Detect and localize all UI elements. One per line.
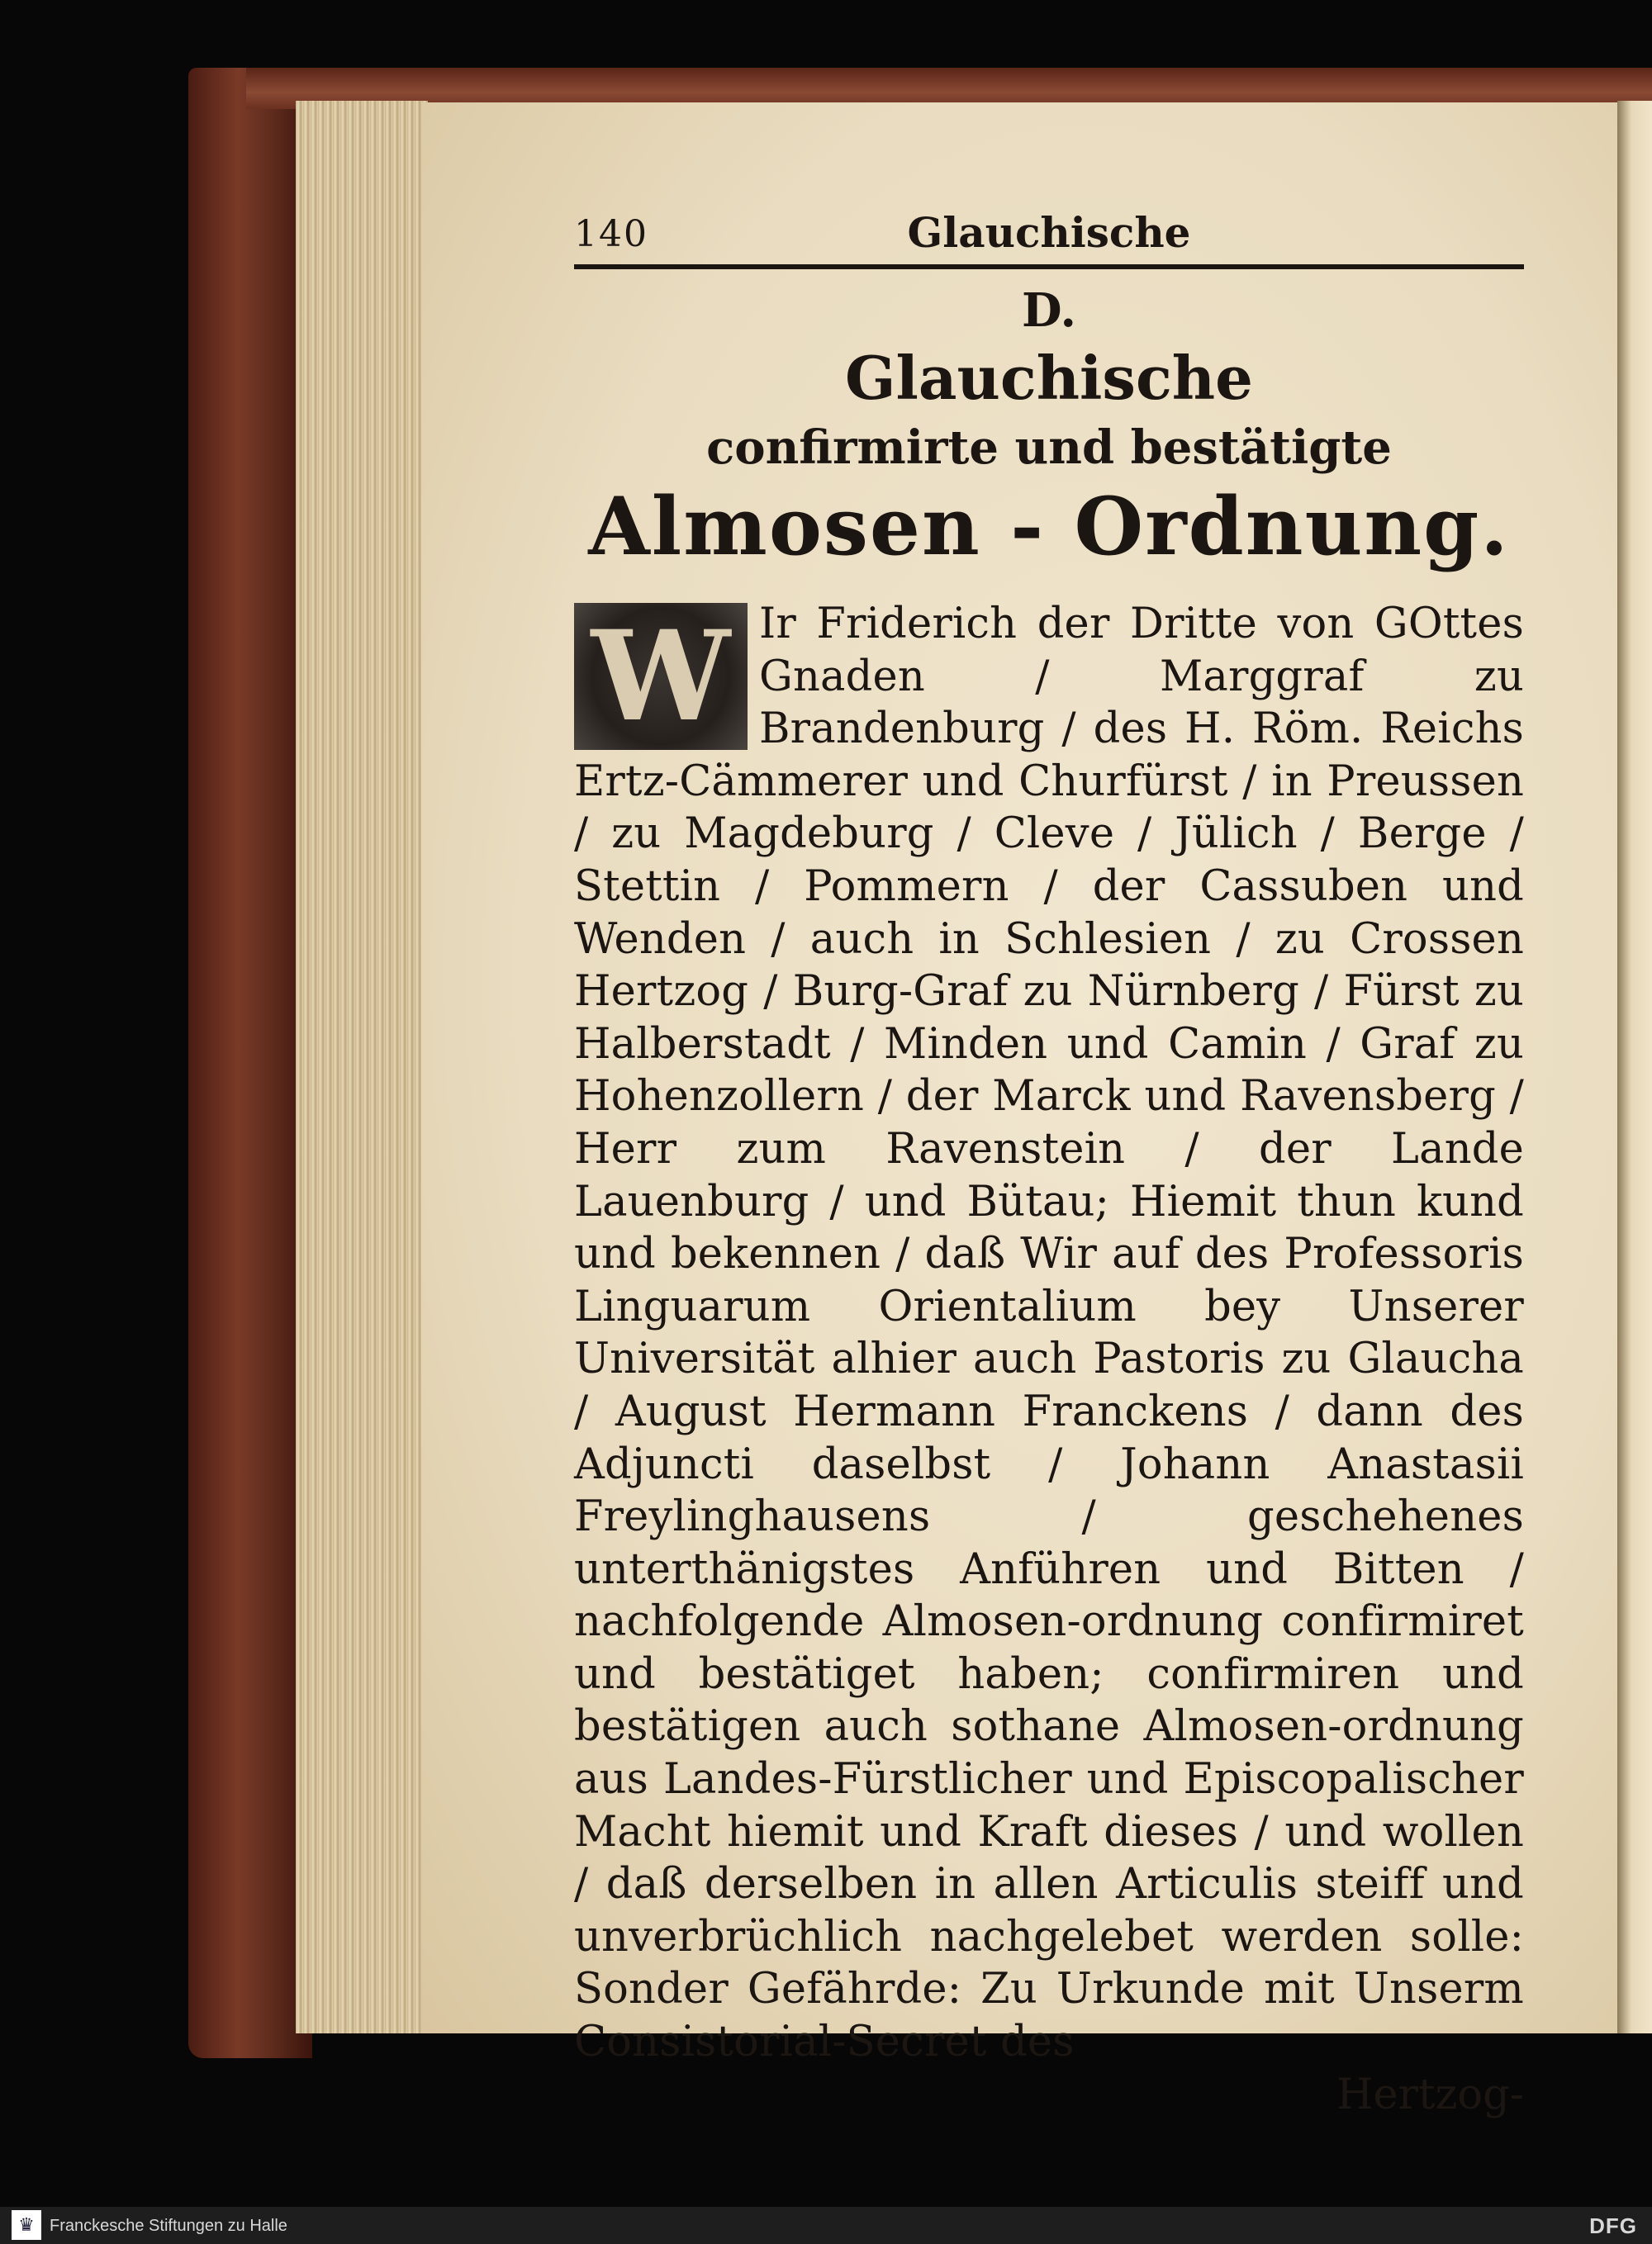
decorated-initial: W: [574, 603, 748, 750]
heading-title: Glauchische: [845, 343, 1253, 413]
facing-page-edge: [1617, 101, 1652, 2033]
body-paragraph: [574, 598, 1524, 2069]
page-number: 140: [574, 213, 648, 255]
section-letter: D.: [1021, 283, 1077, 338]
catchword: Hertzog-: [1336, 2070, 1524, 2119]
footer-institution: Franckesche Stiftungen zu Halle: [50, 2217, 287, 2235]
heading-subtitle: confirmirte und bestätigte: [706, 420, 1392, 475]
page-content: [574, 206, 1524, 2122]
book-cover: [188, 68, 312, 2058]
institution-logo-icon: ♛: [12, 2210, 41, 2240]
footer-bar: [0, 2207, 1652, 2244]
chapter-heading: [574, 281, 1524, 575]
body-text: Ir Friderich der Dritte von GOttes Gnaden / Marggraf zu Brandenburg / des H. Röm. Reichs Ertz-Cämmerer und Churfürst / in Preussen / zu Magdeburg / Cleve / Jülich / Berge / Stettin / Pommern / der Cassuben und Wenden / auch in Schlesien / zu Crossen Hertzog / Burg-Graf zu Nürnberg / Fürst zu Halberstadt / Minden und Camin / Graf zu Hohenzollern / der Marck und Ravensberg / Herr zum Ravenstein / der Lande Lauenburg / und Bütau; Hiemit thun kund und bekennen / daß Wir auf des Professoris Linguarum Orientalium bey Unserer Universität alhier auch Pastoris zu Glaucha / August Hermann Franckens / dann des Adjuncti daselbst / Johann Anastasii Freylinghausens / geschehenes unterthänigstes Anführen und Bitten / nachfolgende Almosen-ordnung confirmiret und bestätiget haben; confirmiren und bestätigen auch sothane Almosen-ordnung aus Landes-Fürstlicher und Episcopalischer Macht hiemit und Kraft dieses / und wollen / daß derselben in allen Articulis steiff und unverbrüchlich nachgelebet werden solle: Sonder Gefährde: Zu Urkunde mit Unserm Consistorial-Secret des: [574, 600, 1524, 2067]
page-edges: [296, 101, 428, 2033]
running-head: [574, 206, 1524, 269]
running-title: Glauchische: [907, 208, 1191, 257]
footer-brand-logo: DFG: [1589, 2213, 1637, 2238]
heading-main-title: Almosen - Ordnung.: [588, 480, 1510, 573]
